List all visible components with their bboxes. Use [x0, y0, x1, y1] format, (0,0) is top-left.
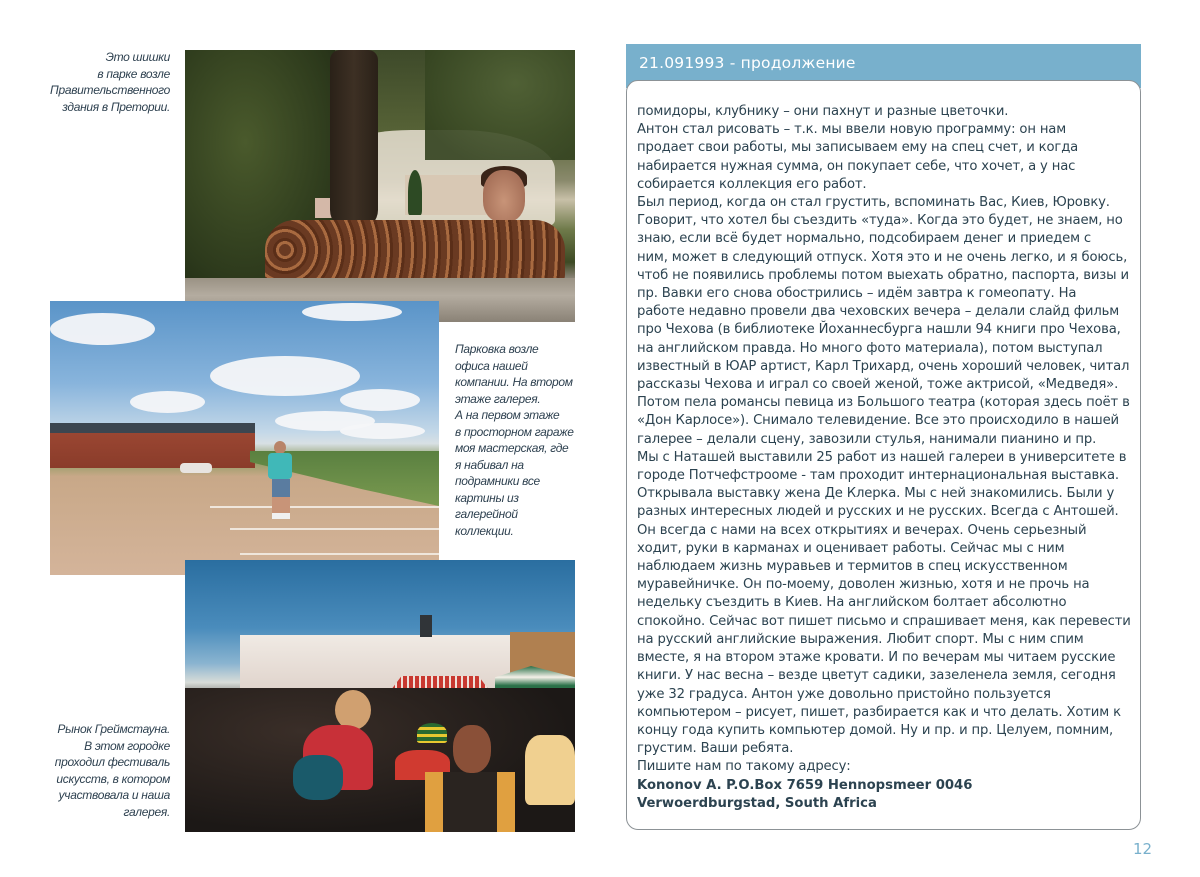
photo-person [525, 735, 575, 805]
photo-boy [453, 725, 491, 773]
caption-line: Это шишки [105, 50, 170, 64]
photo-boy-shirt [425, 772, 515, 832]
letter-line: про Чехова (в библиотеке Йоханнесбурга нашли 94 книги про Чехова, [637, 322, 1121, 338]
caption-line: галерея. [123, 804, 170, 819]
letter-line: Пишите нам по такому адресу: [637, 759, 851, 775]
letter-line: разных интересных людей и русских и не русских. Всегда с Антошей. [637, 504, 1119, 520]
letter-line: Потом пела романсы певица из Большого театра (которая здесь поёт в [637, 395, 1130, 411]
letter-line: продает свои работы, мы записываем ему на спец счет, и когда [637, 140, 1079, 156]
photo-building [240, 635, 530, 690]
letter-line: набирается нужная сумма, он покупает себе, что хочет, а у нас [637, 158, 1076, 174]
photo-parking-line [210, 506, 439, 508]
photo-car [180, 463, 212, 473]
caption-line: искусств, в котором [56, 771, 170, 786]
caption-line: коллекции. [455, 523, 514, 538]
letter-line: компьютером – рисует, пишет, разбирается как и что делать. Хотим к [637, 704, 1121, 720]
letter-line: на английском правда. Но много фото материала), потом выступал [637, 340, 1103, 356]
letter-line: Мы с Наташей выставили 25 работ из нашей галереи в университете в [637, 449, 1127, 465]
caption-market [40, 721, 170, 820]
letter-line: Открывала выставку жена Де Клерка. Мы с ней знакомились. Были у [637, 486, 1115, 502]
photo-parking-line [240, 553, 439, 555]
caption-line: картины из [455, 490, 519, 505]
letter-line: работе недавно провели два чеховских вечера – делали слайд фильм [637, 304, 1120, 320]
photo-cloud [340, 423, 425, 439]
photo-beanie [417, 723, 447, 743]
caption-line: Парковка возле [455, 342, 539, 356]
caption-line: офиса нашей [455, 358, 528, 373]
photo-cloud [340, 389, 420, 411]
caption-line: в просторном гараже [455, 424, 574, 439]
letter-line: пр. Вавки его снова обострились – идём завтра к гомеопату. На [637, 286, 1077, 302]
photo-parking-line [230, 528, 439, 530]
letter-line: ходит, руки в карманах и оценивает работы. Сейчас мы с ним [637, 540, 1065, 556]
photo-office-building [50, 423, 255, 468]
letter-line: Говорит, что хотел бы съездить «туда». Когда это будет, не знаем, но [637, 213, 1123, 229]
photo-man-legs [272, 479, 290, 519]
address-line: Kononov A. P.O.Box 7659 Hennopsmeer 0046 [637, 777, 973, 793]
caption-line: проходил фестиваль [54, 755, 170, 769]
caption-line: я набивал на [455, 457, 524, 472]
photo-man-shirt [268, 453, 292, 479]
letter-line: грустим. Ваши ребята. [637, 741, 794, 757]
letter-body [626, 80, 1141, 830]
letter-line: галерее – делали сцену, завозили стулья, нанимали пианино и пр. [637, 431, 1097, 447]
caption-parking [455, 341, 590, 539]
photo-person [335, 690, 371, 730]
photo-cloud [130, 391, 205, 413]
letter-line: знаю, если всё будет нормально, подсобираем денег и приедем с [637, 231, 1092, 247]
photo-cloud [302, 303, 402, 321]
caption-line: Рынок Греймстауна. [57, 722, 170, 736]
caption-line: этаже галерея. [455, 391, 541, 406]
letter-line: ним, может в следующий отпуск. Хотя это и не очень легко, и я боюсь, [637, 249, 1128, 265]
letter-line: собирается коллекция его работ. [637, 176, 867, 192]
caption-line: в парке возле [97, 66, 170, 81]
letter-line: уже 32 градуса. Антон уже довольно пристойно пользуется [637, 686, 1051, 702]
caption-line: подрамники все [455, 474, 540, 488]
caption-line: А на первом этаже [455, 408, 560, 422]
photo-pinecones [185, 50, 575, 322]
photo-tree-trunk [330, 50, 378, 230]
letter-line: вместе, я на втором этаже кровати. И по вечерам мы читаем русские [637, 650, 1116, 666]
photo-cypress [408, 170, 422, 215]
photo-tree [425, 50, 575, 160]
photo-tower [420, 615, 432, 637]
photo-boy [483, 170, 525, 222]
letter-line: муравейничке. Он по-моему, доволен жизнью, хотя и не прочь на [637, 577, 1090, 593]
photo-cloud [210, 356, 360, 396]
letter-line: помидоры, клубнику – они пахнут и разные цветочки. [637, 104, 1009, 119]
letter-text [637, 103, 1137, 813]
letter-line: наблюдаем жизнь муравьев и термитов в спец искусственном [637, 559, 1068, 575]
letter-line: Антон стал рисовать – т.к. мы ввели новую программу: он нам [637, 122, 1067, 138]
letter-line: городе Потчефстрооме - там проходит интернациональная выставка. [637, 468, 1119, 484]
letter-title: 21.091993 - продолжение [639, 54, 856, 72]
caption-line: Правительственного [50, 83, 170, 97]
letter-line: «Дон Карлосе»). Снимало телевидение. Все это происходило в нашей [637, 413, 1119, 429]
letter-line: рассказы Чехова и играл со своей женой, тоже актрисой, «Медведя». [637, 377, 1119, 393]
letter-panel [626, 44, 1141, 830]
caption-line: здания в Претории. [62, 99, 170, 114]
caption-line: моя мастерская, где [455, 441, 569, 455]
photo-pine-cones [265, 220, 565, 285]
photo-crowd [185, 688, 575, 832]
page-number: 12 [1133, 840, 1153, 858]
letter-line: недельку съездить в Киев. На английском болтает абсолютно [637, 595, 1067, 611]
photo-parking [50, 301, 439, 575]
letter-line: концу года купить компьютер домой. Ну и пр. и пр. Целуем, помним, [637, 722, 1114, 738]
letter-line: спокойно. Сейчас вот пишет письмо и спрашивает меня, как перевести [637, 613, 1131, 629]
letter-line: Был период, когда он стал грустить, вспоминать Вас, Киев, Юровку. [637, 195, 1110, 211]
photo-cloud [50, 313, 155, 345]
caption-line: В этом городке [84, 738, 170, 753]
caption-line: компании. На втором [455, 375, 573, 389]
letter-line: Он всегда с нами на всех открытиях и вечерах. Очень серьезный [637, 522, 1087, 538]
photo-bag [293, 755, 343, 800]
letter-line: на русский английские выражения. Любит спорт. Мы с ним спим [637, 631, 1084, 647]
letter-line: книги. У нас весна – везде цветут садики, зазеленела земля, сегодня [637, 668, 1116, 684]
caption-line: галерейной [455, 507, 518, 521]
photo-market [185, 560, 575, 832]
letter-line: известный в ЮАР артист, Карл Трихард, очень хороший человек, читал [637, 358, 1130, 374]
letter-line: чтоб не появились проблемы потом выехать обратно, паспорта, визы и [637, 267, 1129, 283]
caption-pinecones [40, 49, 170, 115]
caption-line: участвовала и наша [58, 788, 170, 802]
address-line: Verwoerdburgstad, South Africa [637, 795, 877, 811]
